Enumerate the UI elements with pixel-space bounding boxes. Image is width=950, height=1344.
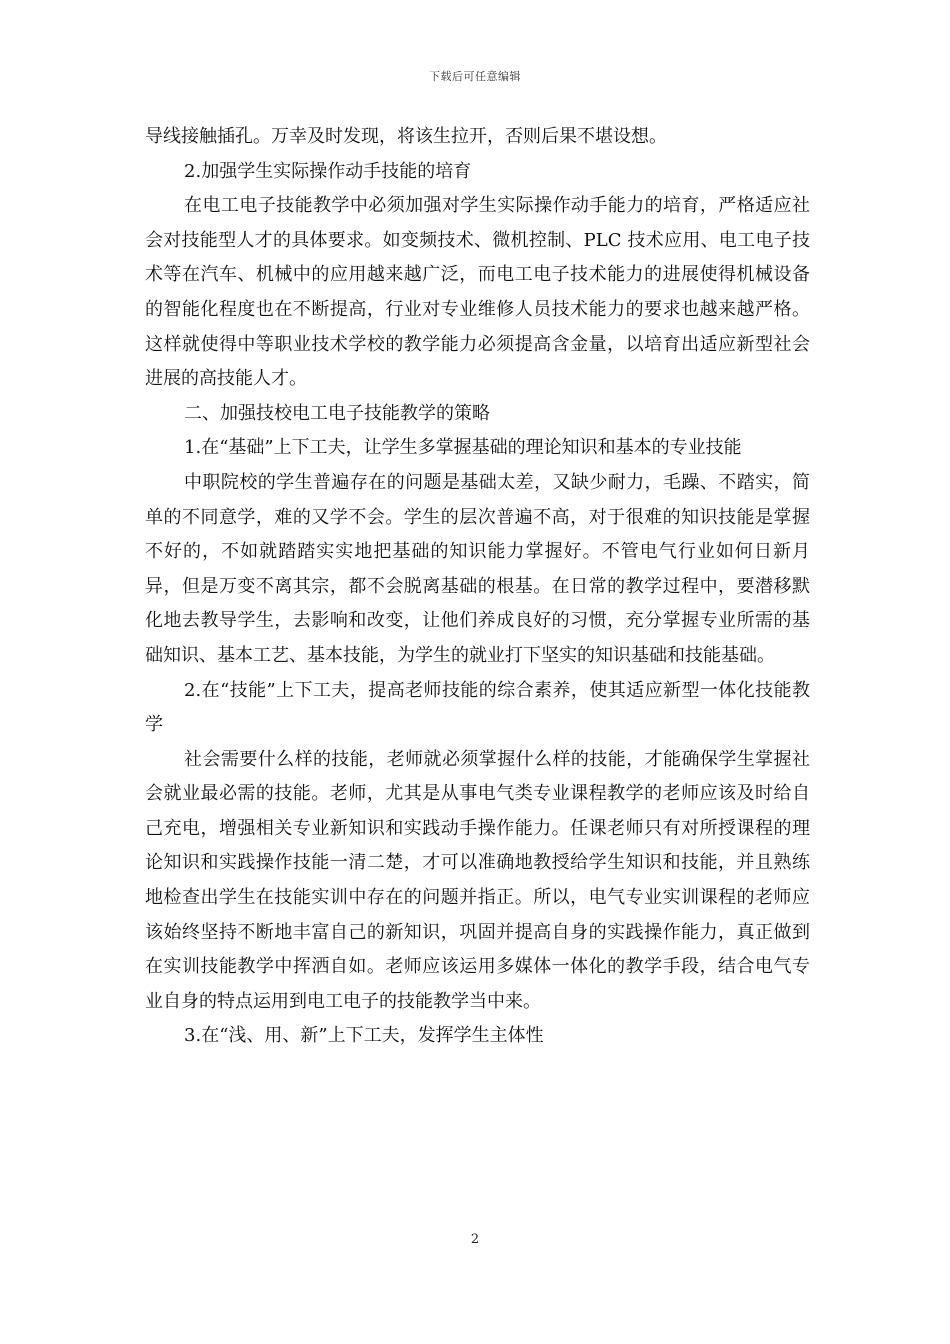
section-heading: 2.加强学生实际操作动手技能的培育	[184, 160, 472, 182]
page-header: 下载后可任意编辑	[429, 70, 521, 83]
section-heading: 3.在“浅、用、新”上下工夫，发挥学生主体性	[184, 1025, 544, 1047]
section-heading: 1.在“基础”上下工夫，让学生多掌握基础的理论知识和基本的专业技能	[184, 437, 742, 459]
paragraph: 导线接触插孔。万幸及时发现，将该生拉开，否则后果不堪设想。	[145, 126, 667, 147]
paragraph: 中职院校的学生普遍存在的问题是基础太差，又缺少耐力，毛躁、不踏实，简单的不同意学，难的又学不会。学生的层次普遍不高，对于很难的知识技能是掌握不好的，不如就踏踏实实地把基础的知识能力掌握好。不管电气行业如何日新月异，但是万变不离其宗，都不会脱离基础的根基。在日常的教学过程中，要潜移默化地去教导学生，去影响和改变，让他们养成良好的习惯，充分掌握专业所需的基础知识、基本工艺、基本技能，为学生的就业打下坚实的知识基础和技能基础。	[145, 471, 810, 666]
section-heading: 2.在“技能”上下工夫，提高老师技能的综合素养，使其适应新型一体化技能教学	[145, 679, 810, 736]
paragraph: 在电工电子技能教学中必须加强对学生实际操作动手能力的培育，严格适应社会对技能型人才的具体要求。如变频技术、微机控制、PLC 技术应用、电工电子技术等在汽车、机械中的应用越来越广泛，而电工电子技术能力的进展使得机械设备的智能化程度也在不断提高，行业对专业维修人员技术能力的要求也越来越严格。这样就使得中等职业技术学校的教学能力必须提高含金量，以培育出适应新型社会进展的高技能人才。	[145, 195, 810, 390]
paragraph: 社会需要什么样的技能，老师就必须掌握什么样的技能，才能确保学生掌握社会就业最必需的技能。老师，尤其是从事电气类专业课程教学的老师应该及时给自己充电，增强相关专业新知识和实践动手操作能力。任课老师只有对所授课程的理论知识和实践操作技能一清二楚，才可以准确地教授给学生知识和技能，并且熟练地检查出学生在技能实训中存在的问题并指正。所以，电气专业实训课程的老师应该始终坚持不断地丰富自己的新知识，巩固并提高自身的实践操作能力，真正做到在实训技能教学中挥洒自如。老师应该运用多媒体一体化的教学手段，结合电气专业自身的特点运用到电工电子的技能教学当中来。	[145, 748, 810, 1012]
section-heading: 二、加强技校电工电子技能教学的策略	[184, 402, 491, 424]
document-body	[145, 120, 810, 1054]
page-number: 2	[470, 1232, 480, 1247]
